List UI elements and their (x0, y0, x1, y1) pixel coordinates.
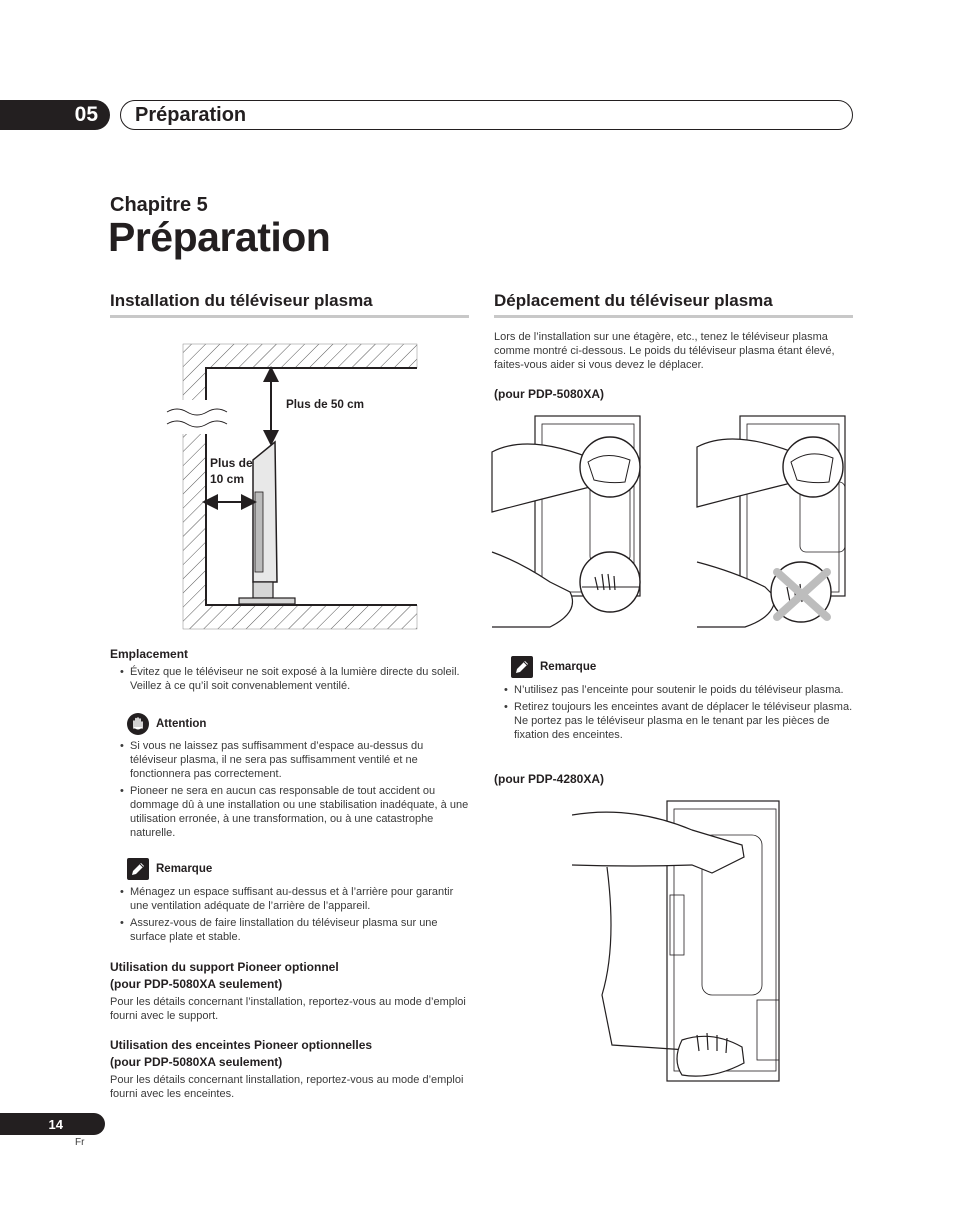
chapter-number: 05 (74, 103, 98, 126)
list-item: • Retirez toujours les enceintes avant de déplacer le téléviseur plasma. Ne portez pas le téléviseur plasma en le tenant par les pièces de fixation des enceintes. (494, 700, 854, 742)
figure-label-side-1: Plus de (210, 456, 253, 470)
speakers-heading-2: (pour PDP-5080XA seulement) (110, 1055, 283, 1069)
section-rule (494, 315, 853, 318)
remarque-notice (127, 858, 212, 880)
language-code: Fr (75, 1137, 85, 1148)
deplacement-intro: Lors de l’installation sur une étagère, etc., tenez le téléviseur plasma comme montré ci-dessous. Le poids du téléviseur plasma étant élevé, faites-vous aider si vous devez le déplacer. (494, 331, 835, 371)
figure-label-side-2: 10 cm (210, 472, 245, 486)
page-number: 14 (48, 1116, 63, 1132)
remarque-label: Remarque (540, 661, 597, 673)
support-text: Pour les détails concernant l’installation, reportez-vous au mode d’emploi fourni avec le support. (110, 996, 466, 1022)
pencil-icon (511, 656, 533, 678)
section-heading-installation: Installation du téléviseur plasma (110, 291, 373, 310)
attention-label: Attention (156, 718, 207, 730)
model-label-5080: (pour PDP-5080XA) (494, 387, 605, 401)
pencil-icon (127, 858, 149, 880)
chapter-subtitle: Chapitre 5 (110, 194, 208, 216)
hand-stop-icon (127, 713, 149, 735)
chapter-number-tab (0, 100, 110, 130)
figure-label-top: Plus de 50 cm (286, 397, 364, 411)
attention-notice (127, 713, 206, 735)
list-item: • Si vous ne laissez pas suffisamment d’espace au-dessus du téléviseur plasma, il ne sera pas suffisamment ventilé et ne fonctionnera pas correctement. (110, 739, 472, 781)
remarque-list-right (494, 683, 854, 745)
page-number-tab (0, 1113, 105, 1135)
list-item: • Évitez que le téléviseur ne soit exposé à la lumière directe du soleil. Veillez à ce qu’il soit convenablement ventilé. (110, 665, 470, 693)
support-heading-1: Utilisation du support Pioneer optionnel (110, 960, 339, 974)
list-item: • Pioneer ne sera en aucun cas responsable de tout accident ou dommage dû à une installation ou une stabilisation inadéquate, à une utilisation erronée, à une transformation, ou à une catastrophe naturelle. (110, 784, 472, 840)
remarque-list (110, 885, 472, 947)
remarque-label: Remarque (156, 863, 213, 875)
carry-figure-incorrect (695, 412, 855, 637)
section-heading-deplacement: Déplacement du téléviseur plasma (494, 291, 773, 310)
emplacement-heading: Emplacement (110, 647, 189, 661)
list-item: • N’utilisez pas l’enceinte pour soutenir le poids du téléviseur plasma. (494, 683, 854, 697)
running-header (120, 100, 853, 130)
running-header-title: Préparation (135, 103, 247, 126)
chapter-title: Préparation (108, 214, 331, 260)
installation-figure (165, 342, 420, 630)
list-item: • Assurez-vous de faire linstallation du téléviseur plasma sur une surface plate et stable. (110, 916, 472, 944)
section-rule (110, 315, 469, 318)
speakers-text: Pour les détails concernant linstallation, reportez-vous au mode d’emploi fourni avec les enceintes. (110, 1074, 464, 1100)
carry-figure-4280 (572, 795, 784, 1085)
carry-figure-correct (490, 412, 650, 637)
attention-list (110, 739, 472, 843)
speakers-heading-1: Utilisation des enceintes Pioneer optionnelles (110, 1038, 373, 1052)
support-heading-2: (pour PDP-5080XA seulement) (110, 977, 283, 991)
model-label-4280: (pour PDP-4280XA) (494, 772, 605, 786)
list-item: • Ménagez un espace suffisant au-dessus et à l’arrière pour garantir une ventilation adéquate de l’arrière de l’appareil. (110, 885, 472, 913)
remarque-notice-right (511, 656, 596, 678)
emplacement-list (110, 665, 470, 696)
